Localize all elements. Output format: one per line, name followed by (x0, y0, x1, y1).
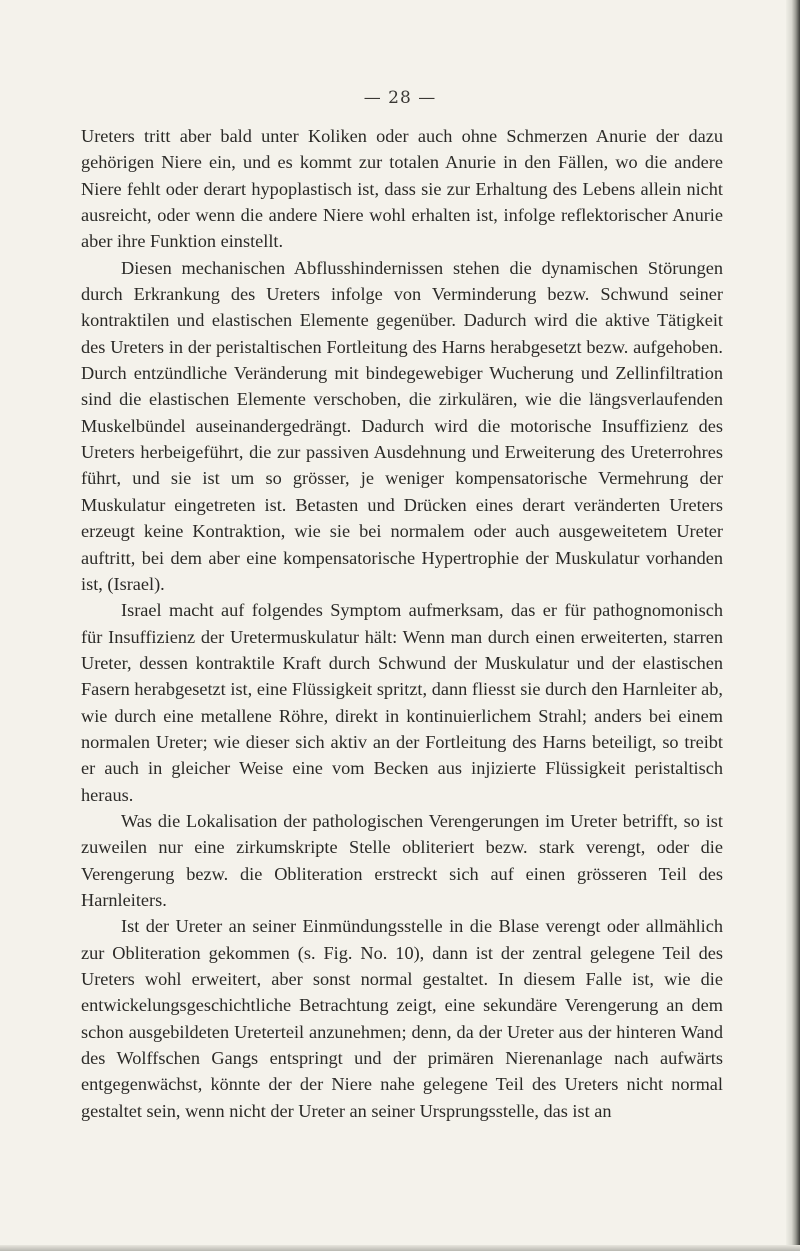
paragraph-4: Was die Lokalisation der pathologischen Verengerungen im Ureter betrifft, so ist zuweilen nur eine zirkumskripte Stelle obliteriert bezw. stark verengt, oder die Verengerung bezw. die Obliteration erstreckt sich auf einen grösseren Teil des Harnleiters. (81, 810, 723, 910)
page-bottom-edge (0, 1245, 800, 1251)
paragraph-2: Diesen mechanischen Abflusshindernissen stehen die dynamischen Störungen durch Erkrankung des Ureters infolge von Verminderung bezw. Schwund seiner kontraktilen und elastischen Elemente gegenüber. Dadurch wird die aktive Tätigkeit des Ureters in der peristaltischen Fortleitung des Harns herabgesetzt bezw. aufgehoben. Durch entzündliche Veränderung mit bindegewebiger Wucherung und Zellinfiltration sind die elastischen Elemente verschoben, die zirkulären, wie die längsverlaufenden Muskelbündel auseinandergedrängt. Dadurch wird die motorische Insuffizienz des Ureters herbeigeführt, die zur passiven Ausdehnung und Erweiterung des Ureterrohres führt, und sie ist um so grösser, je weniger kompensatorische Vermehrung der Muskulatur eingetreten ist. Betasten und Drücken eines derart veränderten Ureters erzeugt keine Kontraktion, wie sie bei normalem oder auch ausgeweitetem Ureter auftritt, bei dem aber eine kompensatorische Hypertrophie der Muskulatur vorhanden ist, (Israel). (81, 257, 723, 594)
body-text (81, 123, 723, 1124)
page-binding-edge (786, 0, 800, 1251)
paragraph-3: Israel macht auf folgendes Symptom aufmerksam, das er für pathognomonisch für Insuffizienz der Uretermuskulatur hält: Wenn man durch einen erweiterten, starren Ureter, dessen kontraktile Kraft durch Schwund der Muskulatur und der elastischen Fasern herabgesetzt ist, eine Flüssigkeit spritzt, dann fliesst sie durch den Harnleiter ab, wie durch eine metallene Röhre, direkt in kontinuierlichem Strahl; anders bei einem normalen Ureter; wie dieser sich aktiv an der Fortleitung des Harns beteiligt, so treibt er auch in gleicher Weise eine vom Becken aus injizierte Flüssigkeit peristaltisch heraus. (81, 600, 723, 805)
paragraph-1: Ureters tritt aber bald unter Koliken oder auch ohne Schmerzen Anurie der dazu gehörigen Niere ein, und es kommt zur totalen Anurie in den Fällen, wo die andere Niere fehlt oder derart hypoplastisch ist, dass sie zur Erhaltung des Lebens allein nicht ausreicht, oder wenn die andere Niere wohl erhalten ist, infolge reflektorischer Anurie aber ihre Funktion einstellt. (81, 126, 723, 252)
page-number: — 28 — (363, 88, 437, 108)
paragraph-5: Ist der Ureter an seiner Einmündungsstelle in die Blase verengt oder allmählich zur Obliteration gekommen (s. Fig. No. 10), dann ist der zentral gelegene Teil des Ureters wohl erweitert, aber sonst normal gestaltet. In diesem Falle ist, wie die entwickelungsgeschichtliche Betrachtung zeigt, eine sekundäre Verengerung an dem schon ausgebildeten Ureterteil anzunehmen; denn, da der Ureter aus der hinteren Wand des Wolffschen Gangs entspringt und der primären Nierenanlage nach aufwärts entgegenwächst, könnte der der Niere nahe gelegene Teil des Ureters nicht normal gestaltet sein, wenn nicht der Ureter an seiner Ursprungsstelle, das ist an (81, 916, 723, 1121)
